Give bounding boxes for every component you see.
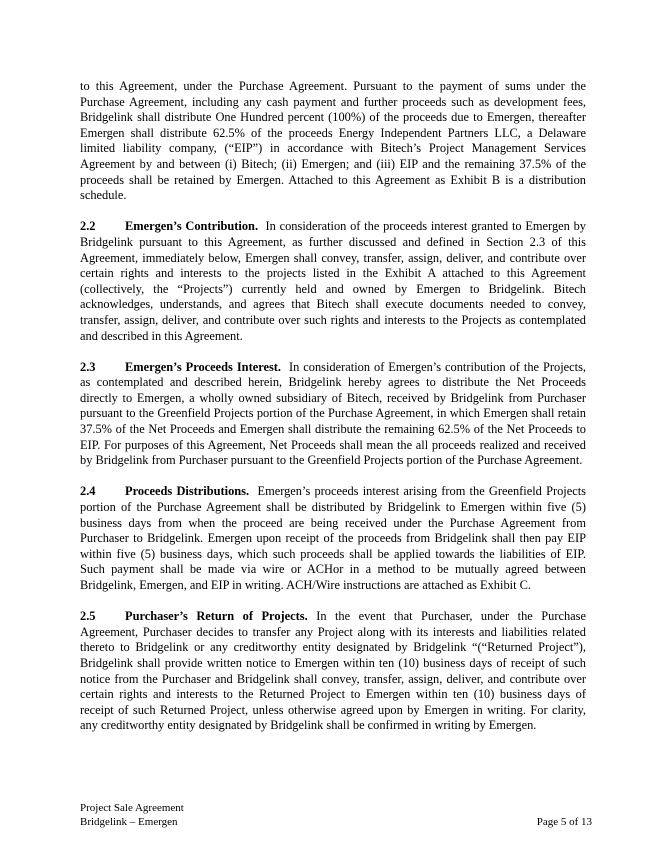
footer-left [80, 802, 184, 829]
document-body [80, 79, 586, 750]
footer-parties: Bridgelink – Emergen [80, 815, 178, 828]
section-2-5 [80, 609, 586, 734]
section-number: 2.3 [80, 359, 96, 374]
section-heading: Purchaser’s Return of Projects. [125, 609, 308, 624]
section-heading: Proceeds Distributions. [125, 484, 250, 499]
section-2-4 [80, 484, 586, 593]
section-text: In consideration of the proceeds interest granted to Emergen by Bridgelink pursuant to this Agreement, as further discussed and defined in Section 2.3 of this Agreement, immediately below, Emergen shall convey, transfer, assign, deliver, and contribute over certain rights and interests to the projects listed in the Exhibit A attached to this Agreement (collectively, the “Projects”) currently held and owned by Emergen to Bridgelink. Bitech acknowledges, understands, and agrees that Bitech shall execute documents needed to convey, transfer, assign, deliver, and contribute over such rights and interests to the Projects as contemplated and described in this Agreement. [80, 219, 586, 343]
section-number: 2.4 [80, 484, 96, 499]
section-2-3 [80, 360, 586, 469]
section-number: 2.5 [80, 609, 96, 624]
page-number: Page 5 of 13 [536, 815, 592, 828]
section-number: 2.2 [80, 219, 96, 234]
section-heading: Emergen’s Proceeds Interest. [125, 359, 282, 374]
section-text: In consideration of Emergen’s contribution of the Projects, as contemplated and described herein, Bridgelink hereby agrees to distribute the Net Proceeds directly to Emergen, a wholly owned subsidiary of Bitech, received by Bridgelink from Purchaser pursuant to the Greenfield Projects portion of the Purchase Agreement, in which Emergen shall retain 37.5% of the Net Proceeds and Emergen shall distribute the remaining 62.5% of the Net Proceeds to EIP. For purposes of this Agreement, Net Proceeds shall mean the all proceeds realized and received by Bridgelink from Purchaser pursuant to the Greenfield Projects portion of the Purchase Agreement. [80, 359, 587, 468]
section-text: In the event that Purchaser, under the Purchase Agreement, Purchaser decides to transfer any Project along with its interests and liabilities related thereto to Bridgelink or any creditworthy entity designated by Bridgelink “(“Returned Project”), Bridgelink shall provide written notice to Emergen within ten (10) business days of receipt of such notice from the Purchaser and Bridgelink shall convey, transfer, assign, deliver, and contribute over certain rights and interests to the Returned Project to Emergen within ten (10) business days of receipt of such Returned Project, unless otherwise agreed upon by Emergen in writing. For clarity, any creditworthy entity designated by Bridgelink shall be confirmed in writing by Emergen. [80, 609, 586, 733]
footer-document-title: Project Sale Agreement [80, 802, 184, 814]
section-heading: Emergen’s Contribution. [125, 219, 259, 234]
intro-paragraph: to this Agreement, under the Purchase Agreement. Pursuant to the payment of sums under the Purchase Agreement, including any cash payment and further proceeds such as development fees, Bridgelink shall distribute One Hundred percent (100%) of the proceeds due to Emergen, thereafter Emergen shall distribute 62.5% of the proceeds Energy Independent Partners LLC, a Delaware limited liability company, (“EIP”) in accordance with Bitech’s Project Management Services Agreement by and between (i) Bitech; (ii) Emergen; and (iii) EIP and the remaining 37.5% of the proceeds shall be retained by Emergen. Attached to this Agreement as Exhibit B is a distribution schedule. [80, 79, 586, 203]
section-text: Emergen’s proceeds interest arising from the Greenfield Projects portion of the Purchase Agreement shall be distributed by Bridgelink to Emergen within five (5) business days from when the proceed are being received under the Purchase Agreement from Purchaser to Bridgelink. Emergen upon receipt of the proceeds from Bridgelink shall then pay EIP within five (5) business days, which such proceeds shall be applied towards the liabilities of EIP. Such payment shall be made via wire or ACHor in a method to be mutually agreed between Bridgelink, Emergen, and EIP in writing. ACH/Wire instructions are attached as Exhibit C. [80, 484, 586, 592]
section-2-2 [80, 219, 586, 344]
